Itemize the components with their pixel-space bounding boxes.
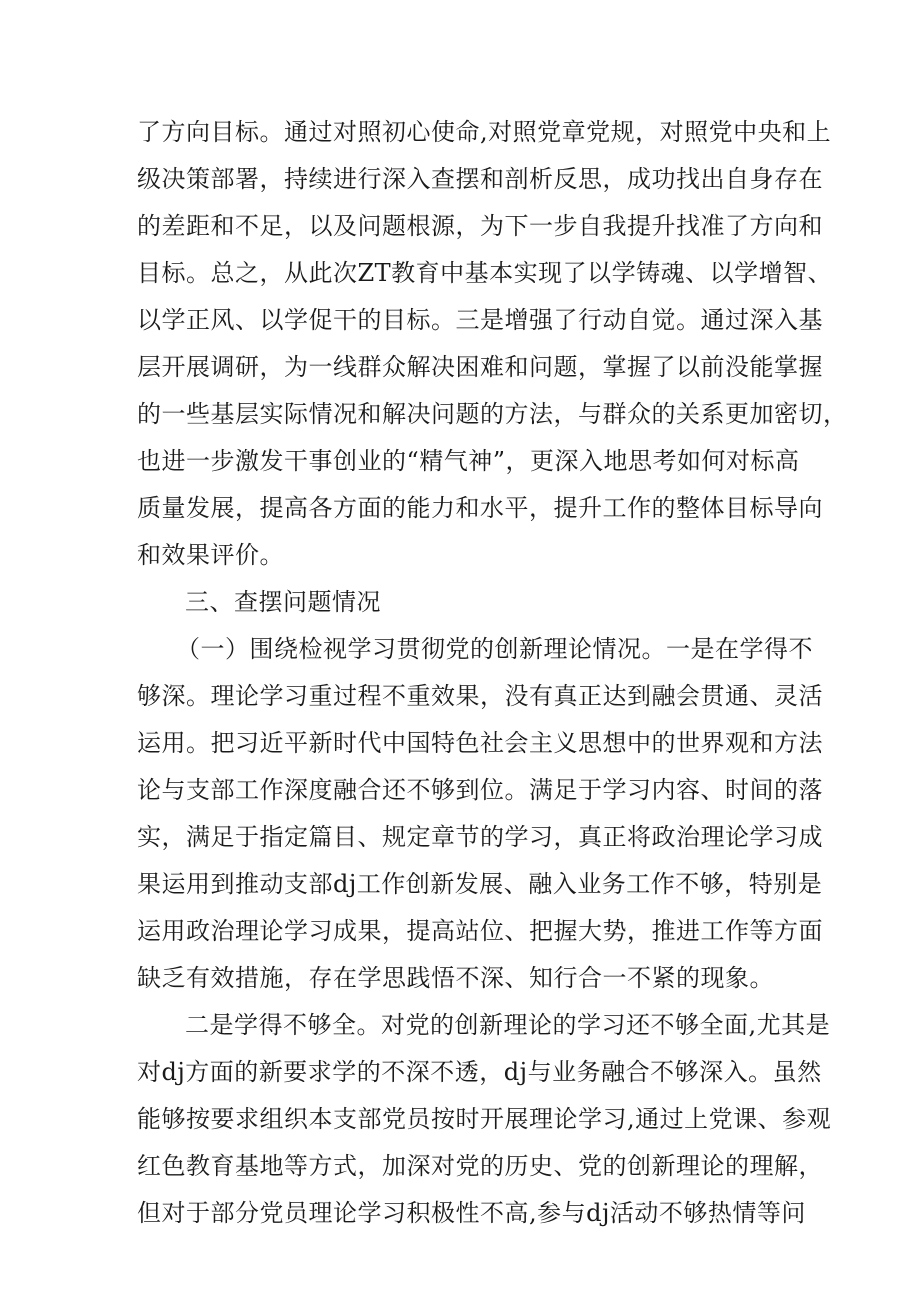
section-heading: 三、查摆问题情况 — [185, 588, 381, 616]
body-text-line: 缺乏有效措施，存在学思践悟不深、知行合一不紧的现象。 — [137, 964, 774, 992]
body-text-line: 级决策部署，持续进行深入查摆和剖析反思，成功找出自身存在 — [137, 165, 823, 193]
body-text-line: 论与支部工作深度融合还不够到位。满足于学习内容、时间的落 — [137, 776, 823, 804]
body-text-line: 质量发展，提高各方面的能力和水平，提升工作的整体目标导向 — [137, 494, 823, 522]
body-text-line: 以学正风、以学促干的目标。三是增强了行动自觉。通过深入基 — [137, 306, 823, 334]
body-text-line: 也进一步激发干事创业的“精气神”，更深入地思考如何对标高 — [137, 447, 800, 475]
body-text-line: 运用。把习近平新时代中国特色社会主义思想中的世界观和方法 — [137, 729, 823, 757]
body-text-line: 目标。总之，从此次ZT教育中基本实现了以学铸魂、以学增智、 — [137, 259, 833, 287]
body-text-line: 能够按要求组织本支部党员按时开展理论学习,通过上党课、参观 — [137, 1105, 832, 1133]
body-text-line: 的一些基层实际情况和解决问题的方法，与群众的关系更加密切， — [137, 400, 848, 428]
body-text-line: 够深。理论学习重过程不重效果，没有真正达到融会贯通、灵活 — [137, 682, 823, 710]
body-text-line: 二是学得不够全。对党的创新理论的学习还不够全面,尤其是 — [185, 1011, 831, 1039]
subsection-heading-line: （一）围绕检视学习贯彻党的创新理论情况。一是在学得不 — [176, 635, 813, 663]
body-text-line: 红色教育基地等方式，加深对党的历史、党的创新理论的理解， — [137, 1152, 823, 1180]
body-text-line: 但对于部分党员理论学习积极性不高,参与dj活动不够热情等问 — [137, 1199, 806, 1227]
body-text-line: 和效果评价。 — [137, 541, 284, 569]
body-text-line: 层开展调研，为一线群众解决困难和问题，掌握了以前没能掌握 — [137, 353, 823, 381]
body-text-line: 实，满足于指定篇目、规定章节的学习，真正将政治理论学习成 — [137, 823, 823, 851]
body-text-line: 的差距和不足，以及问题根源，为下一步自我提升找准了方向和 — [137, 212, 823, 240]
body-text-line: 运用政治理论学习成果，提高站位、把握大势，推进工作等方面 — [137, 917, 823, 945]
body-text-line: 对dj方面的新要求学的不深不透，dj与业务融合不够深入。虽然 — [137, 1058, 822, 1086]
body-text-line: 果运用到推动支部dj工作创新发展、融入业务工作不够，特别是 — [137, 870, 823, 898]
body-text-line: 了方向目标。通过对照初心使命,对照党章党规，对照党中央和上 — [137, 118, 832, 146]
